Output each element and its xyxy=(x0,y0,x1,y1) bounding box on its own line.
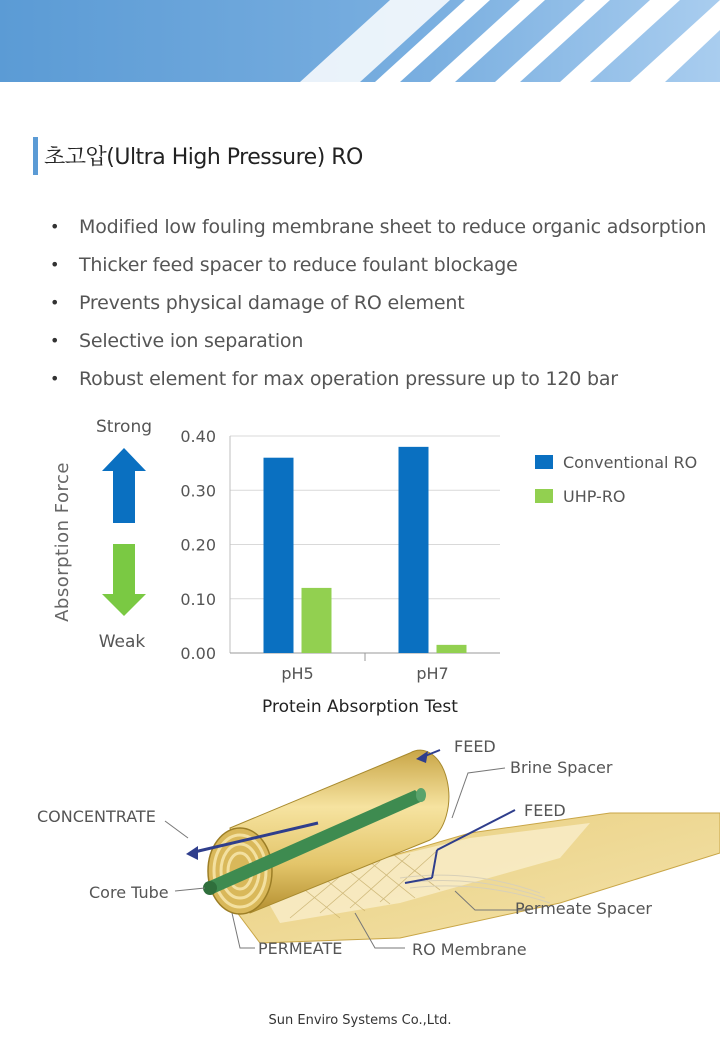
x-axis-label: Protein Absorption Test xyxy=(262,697,458,717)
list-item-text: Modified low fouling membrane sheet to reduce organic adsorption xyxy=(79,216,707,238)
y-tick-label: 0.10 xyxy=(180,589,216,609)
bar-uhp-ro-ph5 xyxy=(302,588,332,653)
permeate-label: PERMEATE xyxy=(258,939,343,958)
bullet-icon: • xyxy=(50,255,60,274)
permeate-spacer-label: Permeate Spacer xyxy=(515,899,652,918)
absorption-bar-chart xyxy=(40,405,720,730)
y-axis-label: Absorption Force xyxy=(52,462,73,622)
list-item-text: Robust element for max operation pressure up to 120 bar xyxy=(79,368,618,390)
list-item-text: Prevents physical damage of RO element xyxy=(79,292,465,314)
list-item xyxy=(50,324,706,362)
weak-arrow-icon xyxy=(102,544,146,616)
weak-label: Weak xyxy=(98,632,146,652)
x-tick-label: pH7 xyxy=(416,664,449,683)
chart-legend xyxy=(535,453,697,506)
x-tick-label: pH5 xyxy=(281,664,314,683)
core-tube-label: Core Tube xyxy=(89,883,169,902)
brine-spacer-label: Brine Spacer xyxy=(510,758,613,777)
feed-side-label: FEED xyxy=(524,801,566,820)
legend-swatch xyxy=(535,455,553,469)
legend-swatch xyxy=(535,489,553,503)
legend-label: Conventional RO xyxy=(563,453,698,472)
page-title: 초고압(Ultra High Pressure) RO xyxy=(44,145,363,170)
feed-top-label: FEED xyxy=(454,737,496,756)
strong-arrow-icon xyxy=(102,448,146,523)
concentrate-label: CONCENTRATE xyxy=(37,807,156,826)
legend-label: UHP-RO xyxy=(563,487,626,506)
list-item xyxy=(50,248,706,286)
title-accent-bar xyxy=(33,137,38,175)
bullet-icon: • xyxy=(50,293,60,312)
list-item-text: Thicker feed spacer to reduce foulant blockage xyxy=(79,254,518,276)
bar-conventional-ro-ph7 xyxy=(399,447,429,653)
footer-company: Sun Enviro Systems Co.,Ltd. xyxy=(268,1013,452,1028)
y-tick-label: 0.30 xyxy=(180,481,216,501)
list-item-text: Selective ion separation xyxy=(79,330,304,352)
bullet-icon: • xyxy=(50,369,60,388)
bullet-icon: • xyxy=(50,331,60,350)
plot-area xyxy=(180,427,500,683)
bullet-icon: • xyxy=(50,217,60,236)
y-tick-label: 0.20 xyxy=(180,535,216,555)
y-tick-label: 0.40 xyxy=(180,427,216,446)
strong-label: Strong xyxy=(95,417,153,437)
bar-uhp-ro-ph7 xyxy=(437,645,467,653)
header-banner xyxy=(0,0,720,82)
list-item xyxy=(50,286,706,324)
feature-list xyxy=(50,210,706,400)
ro-element-diagram xyxy=(0,728,720,980)
y-tick-label: 0.00 xyxy=(180,644,216,663)
list-item xyxy=(50,210,706,248)
ro-membrane-label: RO Membrane xyxy=(412,940,527,959)
bar-conventional-ro-ph5 xyxy=(264,458,294,653)
list-item xyxy=(50,362,706,400)
